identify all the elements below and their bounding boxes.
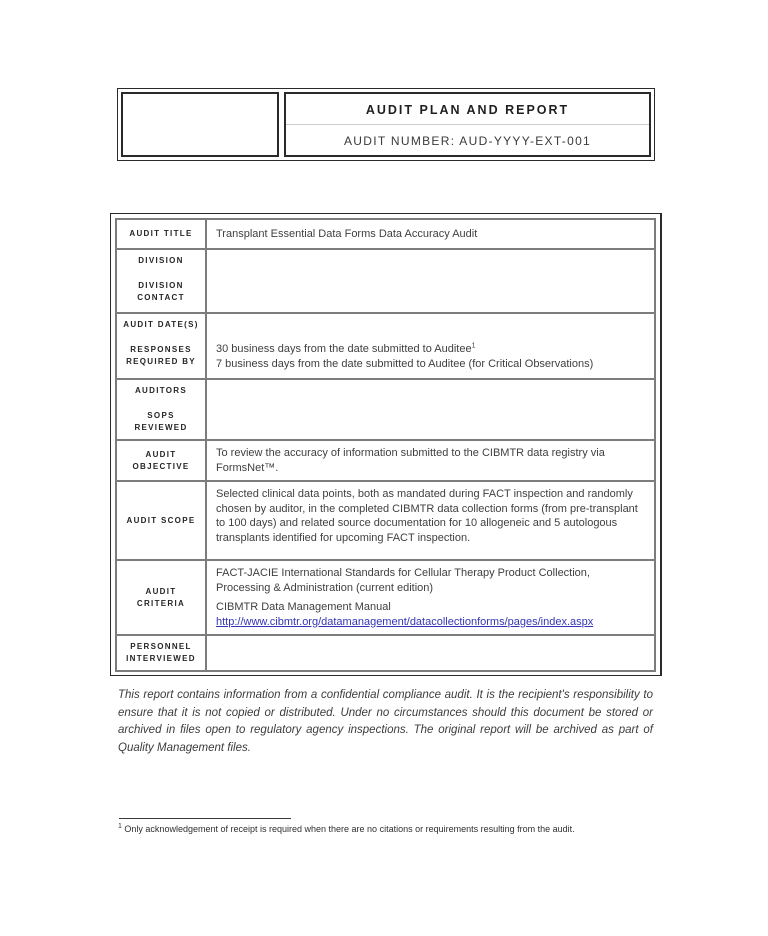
audit-scope-label: AUDIT SCOPE (126, 515, 196, 525)
audit-scope-label-cell (117, 482, 207, 559)
criteria-manual-text: CIBMTR Data Management Manual (216, 601, 391, 613)
auditors-label-cell (117, 380, 207, 439)
row-auditors-sops (117, 380, 654, 441)
division-value-cell (207, 250, 654, 312)
criteria-standards-text: FACT-JACIE International Standards for Cellular Therapy Product Collection, Processing & Administration (current edition) (216, 567, 590, 594)
audit-scope-value: Selected clinical data points, both as mandated during FACT inspection and randomly chosen by auditor, in the completed CIBMTR data collection forms (from pre-transplant to 100 days) and related source documentation for 10 allogeneic and 5 autologous transplants identified for upcoming FACT inspection. (216, 488, 638, 544)
auditors-label: AUDITORS (134, 386, 188, 395)
logo-placeholder-box (121, 92, 279, 157)
audit-objective-label-cell (117, 441, 207, 480)
audit-table (115, 218, 656, 672)
responses-line-2: 7 business days from the date submitted to Auditee (for Critical Observations) (216, 357, 594, 370)
row-audit-objective (117, 441, 654, 482)
row-audit-dates-responses (117, 314, 654, 380)
header-title-box (284, 92, 651, 157)
audit-title-value: Transplant Essential Data Forms Data Accuracy Audit (216, 227, 478, 240)
audit-dates-label: AUDIT DATE(S) (123, 320, 199, 329)
audit-table-frame (110, 213, 662, 676)
row-audit-title (117, 220, 654, 250)
row-personnel-interviewed (117, 636, 654, 670)
cibmtr-data-collection-link[interactable]: http://www.cibmtr.org/datamanagement/datacollectionforms/pages/index.aspx (216, 615, 594, 628)
footnote-marker: 1 (118, 823, 122, 830)
division-label: DIVISION (138, 256, 184, 265)
audit-dates-label-cell (117, 314, 207, 378)
sops-reviewed-label: SOPS REVIEWED (134, 411, 188, 432)
division-contact-label: DIVISION CONTACT (137, 281, 185, 302)
audit-criteria-label: AUDIT CRITERIA (136, 586, 186, 608)
responses-value-cell (207, 314, 654, 378)
personnel-label-cell (117, 636, 207, 670)
row-division (117, 250, 654, 314)
audit-title-label-cell (117, 220, 207, 248)
footnote-separator-line (119, 818, 291, 819)
row-audit-scope (117, 482, 654, 561)
confidentiality-notice: This report contains information from a confidential compliance audit. It is the recipient's responsibility to ensure that it is not copied or distributed. Under no circumstances should this document be stored or archived in files open to regulatory agency inspections. The original report will be archived as part of Quality Management files. (118, 689, 653, 754)
audit-title-label: AUDIT TITLE (129, 229, 193, 238)
personnel-value-cell (207, 636, 654, 670)
audit-objective-value: To review the accuracy of information submitted to the CIBMTR data registry via FormsNet™. (216, 447, 605, 474)
responses-required-label: RESPONSES REQUIRED BY (126, 345, 196, 366)
footnote (118, 823, 642, 835)
auditors-value-cell (207, 380, 654, 439)
footnote-text: Only acknowledgement of receipt is required when there are no citations or requirements resulting from the audit. (124, 824, 575, 834)
responses-line-1: 30 business days from the date submitted to Auditee$^1$ (216, 342, 476, 355)
report-title: AUDIT PLAN AND REPORT (286, 94, 649, 125)
audit-criteria-label-cell (117, 561, 207, 634)
audit-number: AUDIT NUMBER: AUD-YYYY-EXT-001 (343, 134, 592, 148)
report-header (117, 88, 655, 161)
audit-objective-label: AUDIT OBJECTIVE (132, 449, 190, 471)
row-audit-criteria (117, 561, 654, 636)
division-label-cell (117, 250, 207, 312)
footnote-reference-marker: 1 (471, 342, 476, 350)
audit-criteria-value-cell (207, 561, 654, 634)
personnel-interviewed-label: PERSONNEL INTERVIEWED (126, 642, 196, 663)
